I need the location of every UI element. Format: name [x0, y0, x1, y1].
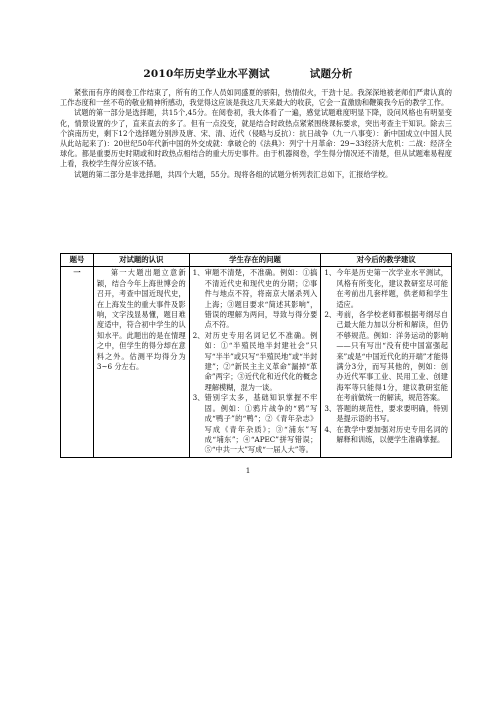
- suggestion-item: [324, 310, 448, 404]
- student-problems: [189, 267, 321, 457]
- suggestion-item: [324, 425, 448, 446]
- suggestion-index: 4、: [324, 424, 337, 434]
- problem-item: [193, 331, 318, 393]
- suggestion-text: 考前，各学校老师都根据考纲尽自己最大能力加以分析和解读，但仍不够规范。例如：洋务运动的影响——只有写出“没有使中国富强起来”或是“中国近代化的开端”才能得满分3分，而写其他的，例如：创办近代军事工业、民用工业、创建海军等只能得1分，建议教研室能在考前做统一的解读，规范答案。: [336, 310, 449, 403]
- suggestion-index: 3、: [324, 403, 337, 413]
- suggestion-index: 2、: [324, 310, 337, 320]
- suggestion-item: [324, 268, 448, 310]
- intro-paragraph: 试题的第一部分是选择题，共15个,45分。在阅卷初，我大体看了一遍，感觉试题难度明显下降，设问风格也有明显变化，情景设置的少了，直来直去的多了。但有一点没变，就是结合时政热点紧紧围绕课标要求，突出考查主干知识。除去三个滨南历史，剩下12个选择题分别涉及唐、宋、清、近代（侵略与反抗）：抗日战争（九一八事变）：新中国成立(中国人民从此站起来了)：20世纪50年代新中国的外交成就：拿破仑的《法典》：列宁十月革命：29~33经济大危机：二战：经济全球化。都是重要历史时期或和时政热点相结合的重大历史事件。由于机器阅卷，学生得分情况还不清楚，但从试题难易程度上看，我校学生得分应该不错。: [60, 108, 452, 169]
- suggestion-item: [324, 404, 448, 425]
- problem-index: 2、: [192, 330, 205, 340]
- analysis-table: [60, 253, 452, 458]
- problem-text: 审题不清楚，不准确。例如：①搞不清近代史和现代史的分期；②事件与地点不符，将南京大屠杀列入上海；③题目要求“简述其影响”，错误的理解为两问，导致与得分要点不符。: [204, 268, 318, 330]
- question-understanding: 第一大题出题立意新颖，结合今年上海世博会的召开，考查中国近现代史，在上海发生的重大事件及影响，文字浅显易懂，题目难度适中，符合初中学生的认知水平。此题出的是在情理之中，但学生的得分却在意料之外。估测平均得分为 3~6 分左右。: [93, 267, 189, 457]
- suggestion-text: 在教学中要加强对历史专用名词的解释和训练，以便学生准确掌握。: [336, 424, 448, 444]
- header-question-no: 题号: [61, 254, 94, 267]
- header-problems: 学生存在的问题: [189, 254, 321, 267]
- page-number: 1: [245, 466, 251, 475]
- problem-index: 3、: [192, 393, 205, 403]
- teaching-suggestions: [321, 267, 452, 457]
- intro-paragraph: 试题的第二部分是非选择题，共四个大题，55分。现将各组的试题分析列表汇总如下，汇报给学校。: [74, 169, 393, 179]
- suggestion-text: 答题的规范性，要求要明确，特别是提示语的书写。: [336, 403, 448, 424]
- suggestion-text: 今年是历史第一次学业水平测试，风格有所变化，建议教研室尽可能在考前出几套样题，供老师和学生适应。: [336, 268, 448, 309]
- header-suggestions: 对今后的教学建议: [321, 254, 452, 267]
- title-sub: 试题分析: [309, 68, 353, 80]
- title-main: 2010年历史学业水平测试: [143, 68, 270, 80]
- intro-paragraph: 紧张而有序的阅卷工作结束了，所有的工作人员如同盛夏的骄阳，热情似火，干劲十足。我深深地被老师们严肃认真的工作态度和一丝不苟的敬业精神所感动，我觉得这应该是我这几天来最大的收获，它会一直激励和鞭策我今后的教学工作。: [60, 88, 452, 108]
- table-row: [61, 267, 452, 457]
- problem-text: 错别字太多，基础知识掌握不牢固。例如：①鸦片战争的“鸦”写成“鸭子”的“鸭”；②《青年杂志》写成《青年杂质》；③“浦东”写成“埔东”；④“APEC”拼写错误；⑤“中共一大”写成“一届人大”等。: [204, 393, 318, 455]
- problem-item: [193, 393, 318, 455]
- document-title: [0, 66, 496, 81]
- header-understanding: 对试题的认识: [93, 254, 189, 267]
- table-header-row: [61, 254, 452, 267]
- problem-index: 1、: [192, 268, 205, 278]
- problem-item: [193, 268, 318, 330]
- intro-text: [60, 88, 452, 180]
- problem-text: 对历史专用名词记忆不准确。例如：①“半殖民地半封建社会”只写“半半”或只写“半殖民地”或“半封建”；②“新民主主义革命”漏掉“革命”两字；③近代化和近代化的概念理解模糊，混为一谈。: [204, 330, 318, 392]
- suggestion-index: 1、: [324, 268, 337, 278]
- question-number: 一: [61, 267, 94, 457]
